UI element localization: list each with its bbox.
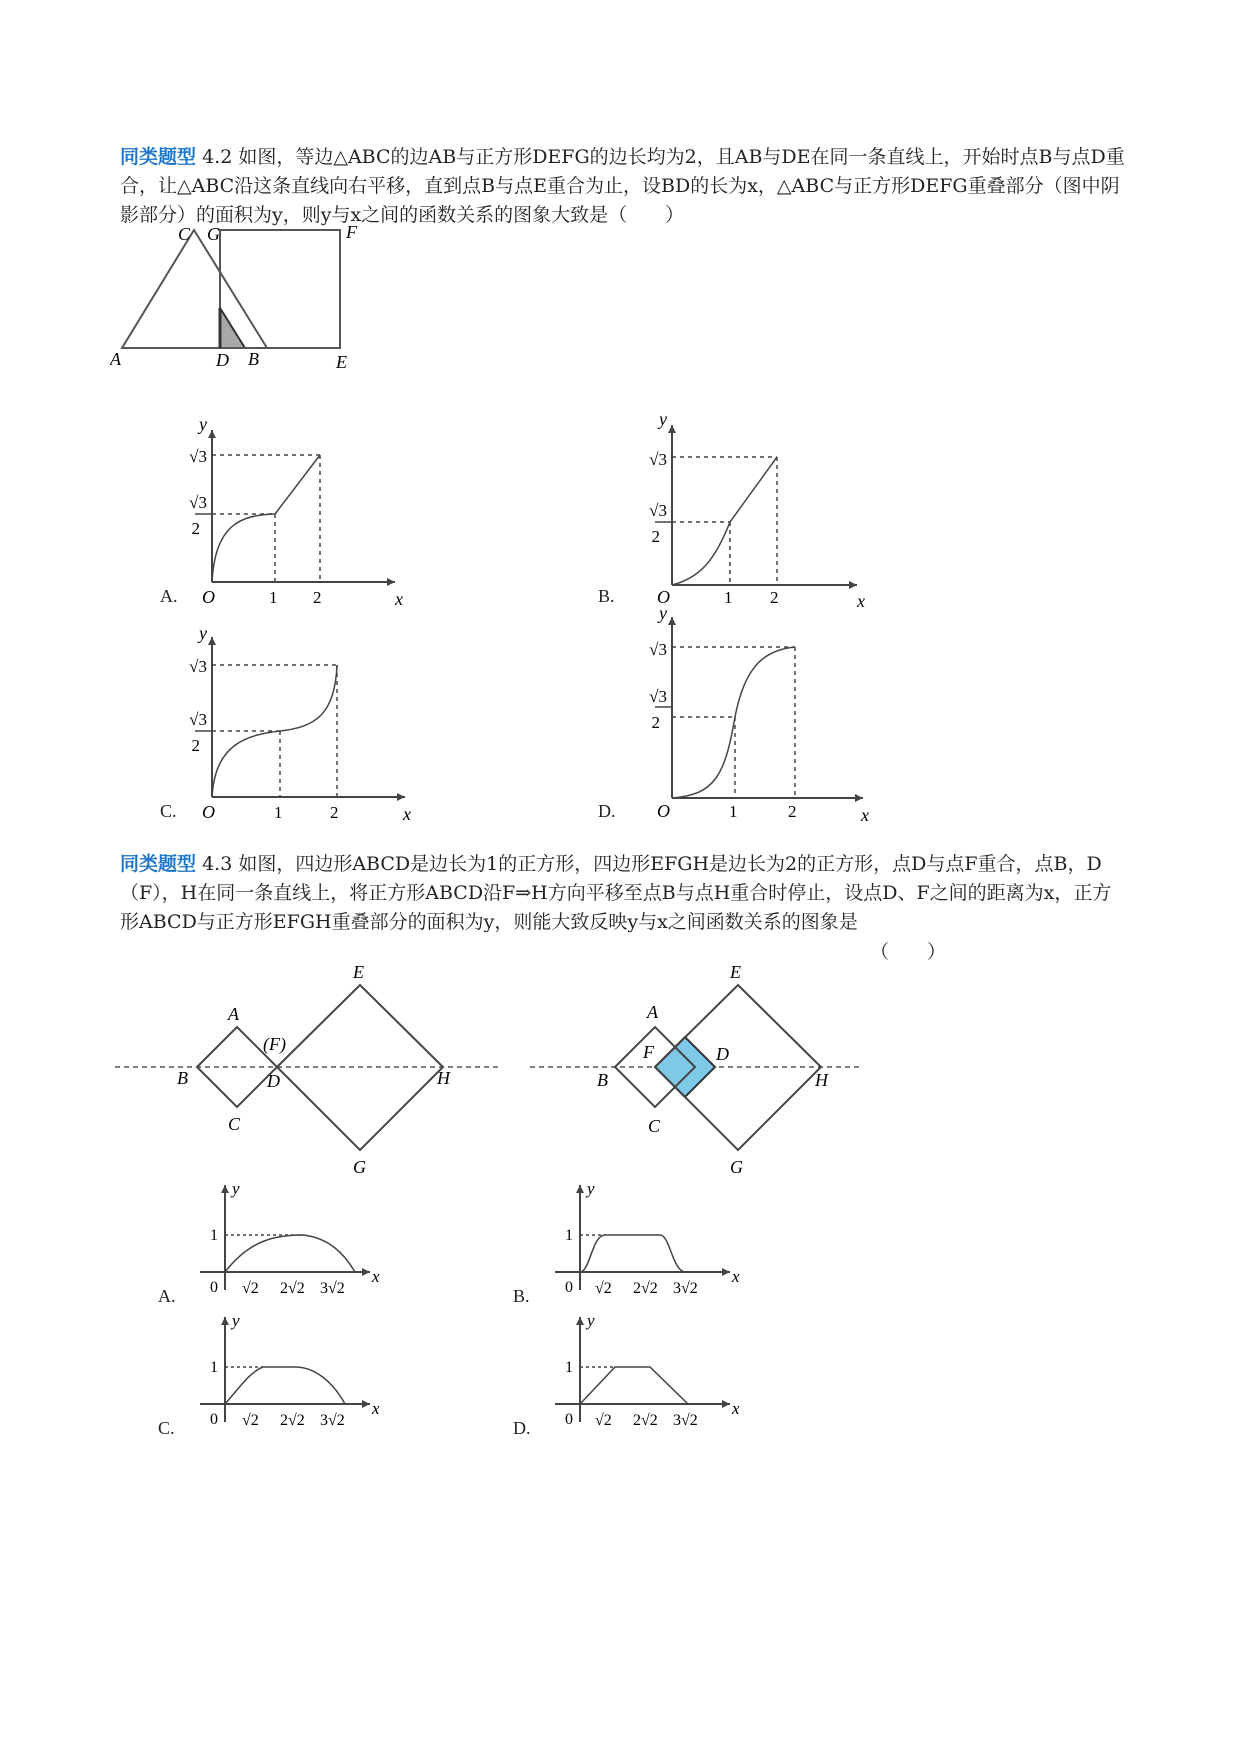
y-tick-half-num: √3 [649, 501, 667, 520]
option-d-graph-4-2 [595, 605, 875, 825]
problem-4-3-text [120, 850, 1130, 937]
problem-tag: 同类题型 [120, 146, 197, 168]
label-a: A [228, 1004, 239, 1024]
y-tick-half-den: 2 [651, 713, 660, 732]
tick-sqrt2: √2 [595, 1280, 612, 1297]
option-label: A. [158, 1286, 176, 1306]
y-axis-label: y [659, 410, 667, 429]
y-axis-label: y [199, 625, 207, 643]
x-axis-label: x [861, 805, 869, 825]
tick-2: 2 [313, 588, 322, 607]
option-d-graph-4-3 [510, 1312, 760, 1442]
y-tick-half-num: √3 [189, 493, 207, 512]
y-axis-label: y [232, 1312, 240, 1330]
answer-blank: （ ） [870, 941, 947, 963]
label-f: F [346, 225, 357, 242]
label-b: B [177, 1068, 188, 1088]
origin-label: 0 [565, 1411, 573, 1428]
tick-3sqrt2: 3√2 [673, 1412, 698, 1429]
tick-2sqrt2: 2√2 [280, 1280, 305, 1297]
tick-sqrt2: √2 [242, 1280, 259, 1297]
label-c: C [178, 225, 191, 244]
label-f: (F) [263, 1034, 286, 1054]
y-tick-sqrt3: √3 [189, 447, 207, 466]
figure-squares-overlap [530, 950, 870, 1180]
tick-3sqrt2: 3√2 [673, 1280, 698, 1297]
figure-triangle-square [110, 225, 410, 375]
option-label: B. [598, 586, 615, 606]
origin-label: 0 [210, 1411, 218, 1428]
label-d: D [267, 1071, 280, 1091]
x-axis-label: x [732, 1399, 740, 1418]
option-label: C. [158, 1418, 175, 1438]
figure-squares-initial [115, 950, 505, 1180]
tick-1: 1 [729, 802, 738, 821]
tick-2sqrt2: 2√2 [280, 1412, 305, 1429]
label-g: G [730, 1157, 743, 1177]
option-b-graph-4-3 [510, 1180, 760, 1310]
y-tick-sqrt3: √3 [649, 450, 667, 469]
label-d: D [716, 1044, 729, 1064]
x-axis-label: x [403, 804, 411, 824]
problem-body: 如图，等边△ABC的边AB与正方形DEFG的边长均为2，且AB与DE在同一条直线上，开始时点B与点D重合，让△ABC沿这条直线向右平移，直到点B与点E重合为止，设BD的长为x，△ABC与正方形DEFG重叠部分（图中阴影部分）的面积为y，则y与x之间的函数关系的图象大致是（ ） [120, 146, 1125, 226]
label-d: D [216, 350, 229, 370]
x-axis-label: x [732, 1267, 740, 1286]
problem-tag: 同类题型 [120, 853, 197, 875]
x-axis-label: x [395, 589, 403, 609]
y-tick-sqrt3: √3 [189, 657, 207, 676]
tick-3sqrt2: 3√2 [320, 1280, 345, 1297]
origin-label: 0 [210, 1279, 218, 1296]
y-axis-label: y [659, 605, 667, 623]
label-e: E [730, 962, 741, 982]
origin-label: O [202, 802, 215, 822]
label-c: C [228, 1114, 241, 1134]
tick-2sqrt2: 2√2 [633, 1412, 658, 1429]
origin-label: 0 [565, 1279, 573, 1296]
x-axis-label: x [372, 1399, 380, 1418]
x-axis-label: x [857, 591, 865, 610]
origin-label: O [657, 587, 670, 607]
y-tick-1: 1 [210, 1227, 218, 1244]
label-a: A [647, 1002, 658, 1022]
tick-3sqrt2: 3√2 [320, 1412, 345, 1429]
x-axis-label: x [372, 1267, 380, 1286]
label-f: F [643, 1042, 654, 1062]
option-label: A. [160, 586, 178, 606]
tick-2: 2 [330, 803, 339, 822]
label-h: H [437, 1068, 450, 1088]
label-h: H [815, 1070, 828, 1090]
y-tick-1: 1 [565, 1227, 573, 1244]
option-label: D. [513, 1418, 531, 1438]
problem-number: 4.3 [202, 853, 233, 875]
tick-2: 2 [770, 588, 779, 607]
option-label: B. [513, 1286, 530, 1306]
option-c-graph-4-2 [155, 625, 415, 825]
label-e: E [353, 962, 364, 982]
tick-1: 1 [724, 588, 733, 607]
option-a-graph-4-2 [155, 410, 415, 610]
origin-label: O [202, 587, 215, 607]
option-c-graph-4-3 [155, 1312, 405, 1442]
option-a-graph-4-3 [155, 1180, 405, 1310]
problem-body: 如图，四边形ABCD是边长为1的正方形，四边形EFGH是边长为2的正方形，点D与点F重合，点B，D（F），H在同一条直线上，将正方形ABCD沿F⇒H方向平移至点B与点H重合时停止，设点D、F之间的距离为x，正方形ABCD与正方形EFGH重叠部分的面积为y，则能大致反映y与x之间函数关系的图象是 [120, 853, 1112, 933]
tick-sqrt2: √2 [242, 1412, 259, 1429]
tick-1: 1 [269, 588, 278, 607]
label-g: G [207, 225, 220, 244]
label-a: A [110, 349, 121, 369]
y-tick-1: 1 [565, 1359, 573, 1376]
tick-1: 1 [274, 803, 283, 822]
option-label: D. [598, 801, 616, 821]
label-g: G [353, 1157, 366, 1177]
y-tick-half-den: 2 [191, 736, 200, 755]
y-tick-1: 1 [210, 1359, 218, 1376]
problem-4-2-text [120, 143, 1130, 230]
tick-sqrt2: √2 [595, 1412, 612, 1429]
tick-2: 2 [788, 802, 797, 821]
y-axis-label: y [587, 1180, 595, 1198]
problem-number: 4.2 [202, 146, 233, 168]
label-c: C [648, 1116, 661, 1136]
y-tick-half-den: 2 [651, 527, 660, 546]
label-e: E [336, 352, 347, 372]
option-b-graph-4-2 [595, 410, 875, 610]
y-tick-half-den: 2 [191, 519, 200, 538]
tick-2sqrt2: 2√2 [633, 1280, 658, 1297]
option-label: C. [160, 801, 177, 821]
label-b: B [597, 1070, 608, 1090]
y-tick-sqrt3: √3 [649, 640, 667, 659]
origin-label: O [657, 801, 670, 821]
overlap-shaded-region [655, 1037, 715, 1097]
y-tick-half-num: √3 [649, 687, 667, 706]
y-axis-label: y [232, 1180, 240, 1198]
y-axis-label: y [199, 414, 207, 434]
y-tick-half-num: √3 [189, 710, 207, 729]
y-axis-label: y [587, 1312, 595, 1330]
label-b: B [248, 349, 259, 369]
